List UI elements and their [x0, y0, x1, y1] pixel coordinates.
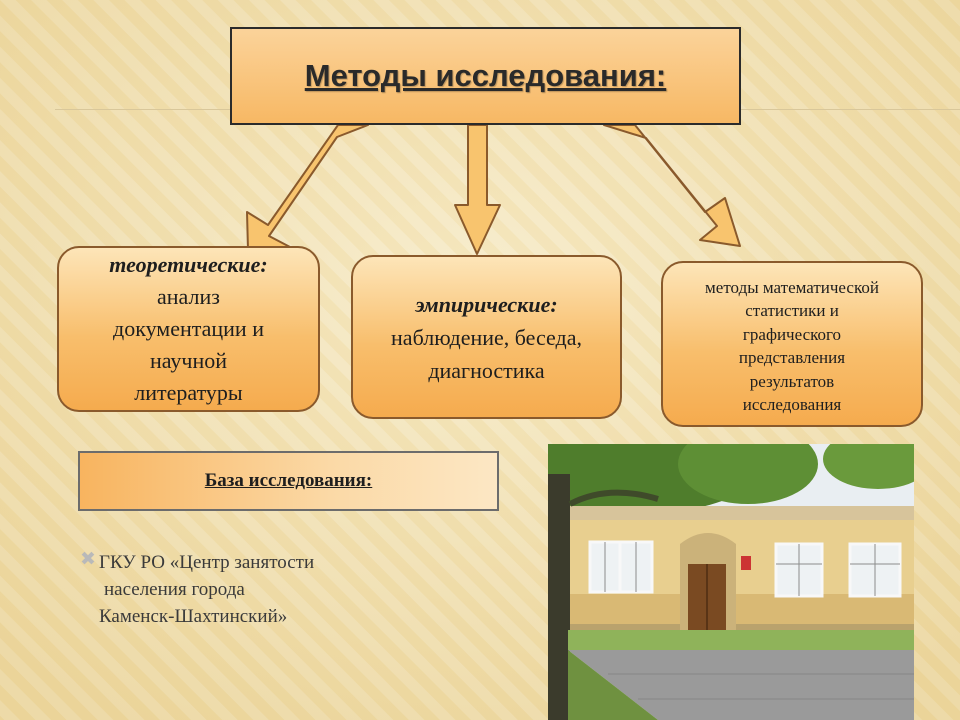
title-box	[230, 27, 741, 125]
method-line: методы математической	[705, 277, 879, 297]
arrow-middle	[455, 125, 500, 254]
method-label: теоретические:	[109, 252, 268, 277]
method-line: диагностика	[428, 357, 545, 383]
arrow-right	[604, 125, 740, 246]
base-line: ГКУ РО «Центр занятости	[99, 552, 315, 573]
page-title: Методы исследования:	[304, 58, 667, 93]
building-photo	[548, 444, 914, 720]
method-line: исследования	[742, 395, 842, 414]
base-line: населения города	[104, 579, 245, 600]
method-line: графического	[742, 324, 842, 344]
method-line: анализ	[157, 284, 220, 309]
method-line: представления	[738, 348, 846, 367]
x-bullet-icon: ✖	[80, 549, 96, 570]
arrow-left	[247, 125, 368, 250]
base-title: База исследования:	[204, 470, 373, 491]
method-line: документации и	[113, 316, 264, 341]
method-box-theoretical	[57, 246, 320, 412]
method-line: наблюдение, беседа,	[391, 324, 582, 350]
method-line: результатов	[749, 371, 835, 391]
base-line: Каменск-Шахтинский»	[99, 606, 288, 627]
method-line: литературы	[134, 380, 243, 405]
method-label: эмпирические:	[415, 291, 558, 317]
method-line: научной	[149, 348, 228, 373]
method-box-statistics	[661, 261, 923, 427]
method-box-empirical	[351, 255, 622, 419]
base-description	[99, 549, 314, 630]
method-line: статистики и	[745, 301, 839, 320]
base-title-box	[78, 451, 499, 511]
